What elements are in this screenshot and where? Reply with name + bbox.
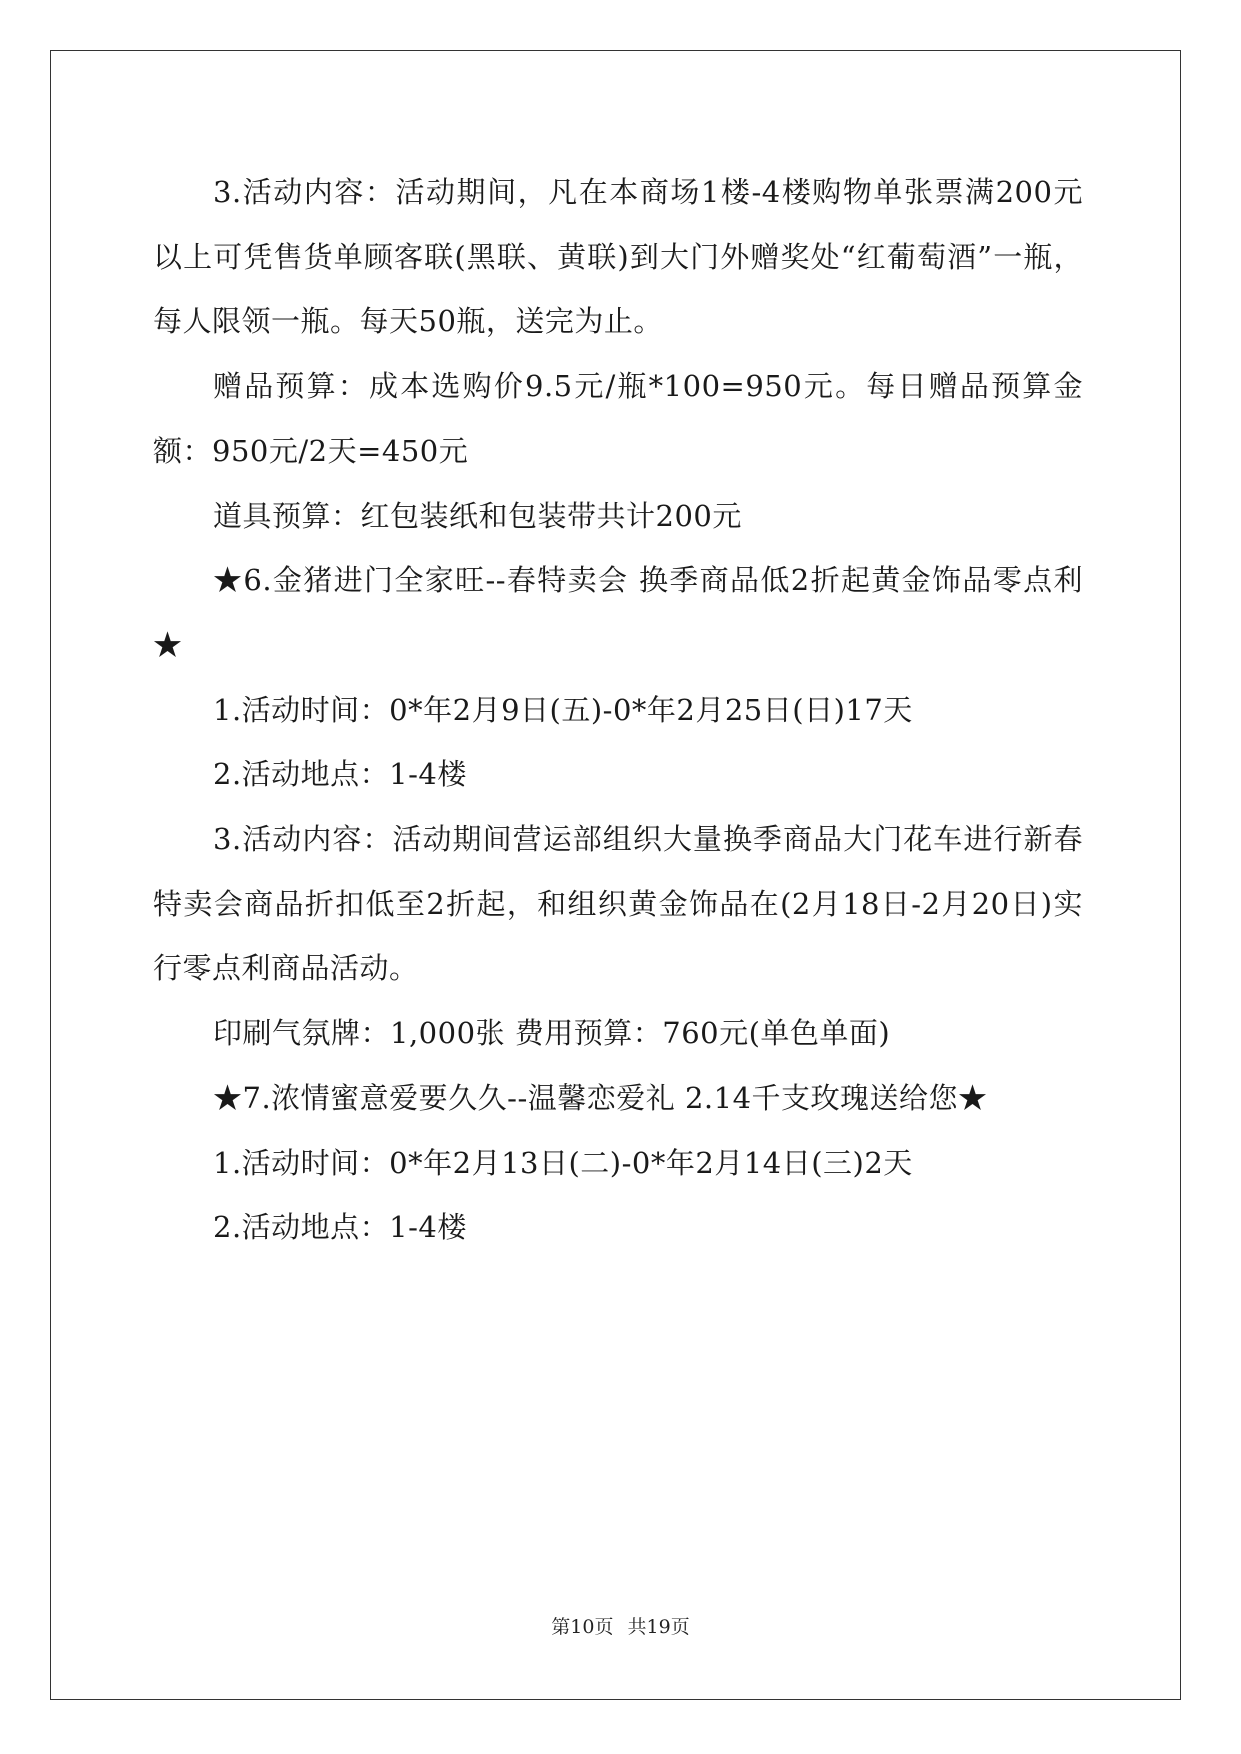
page-number: 第10页 xyxy=(551,1616,614,1638)
paragraph-activity-time-6: 1.活动时间：0*年2月9日(五)-0*年2月25日(日)17天 xyxy=(213,692,913,727)
paragraph-activity-content-wine: 3.活动内容：活动期间，凡在本商场1楼-4楼购物单张票满200元以上可凭售货单顾客联(黑联、黄联)到大门外赠奖处“红葡萄酒”一瓶，每人限领一瓶。每天50瓶，送完为止。 xyxy=(153,175,1083,339)
section-heading-7: ★7.浓情蜜意爱要久久--温馨恋爱礼 2.14千支玫瑰送给您★ xyxy=(213,1080,988,1115)
paragraph-activity-time-7: 1.活动时间：0*年2月13日(二)-0*年2月14日(三)2天 xyxy=(213,1145,913,1180)
paragraph-gift-budget: 赠品预算：成本选购价9.5元/瓶*100=950元。每日赠品预算金额：950元/2天=450元 xyxy=(153,369,1083,468)
paragraph-activity-location-6: 2.活动地点：1-4楼 xyxy=(213,757,467,792)
page-footer xyxy=(0,1612,1241,1639)
paragraph-activity-content-6: 3.活动内容：活动期间营运部组织大量换季商品大门花车进行新春特卖会商品折扣低至2折起，和组织黄金饰品在(2月18日-2月20日)实行零点利商品活动。 xyxy=(153,822,1083,986)
section-heading-6: ★6.金猪进门全家旺--春特卖会 换季商品低2折起黄金饰品零点利★ xyxy=(153,563,1083,662)
paragraph-print-budget: 印刷气氛牌：1,000张 费用预算：760元(单色单面) xyxy=(213,1016,891,1051)
paragraph-props-budget: 道具预算：红包装纸和包装带共计200元 xyxy=(213,498,742,533)
page-total: 共19页 xyxy=(627,1616,690,1638)
paragraph-activity-location-7: 2.活动地点：1-4楼 xyxy=(213,1210,467,1245)
document-body xyxy=(153,160,1083,1260)
